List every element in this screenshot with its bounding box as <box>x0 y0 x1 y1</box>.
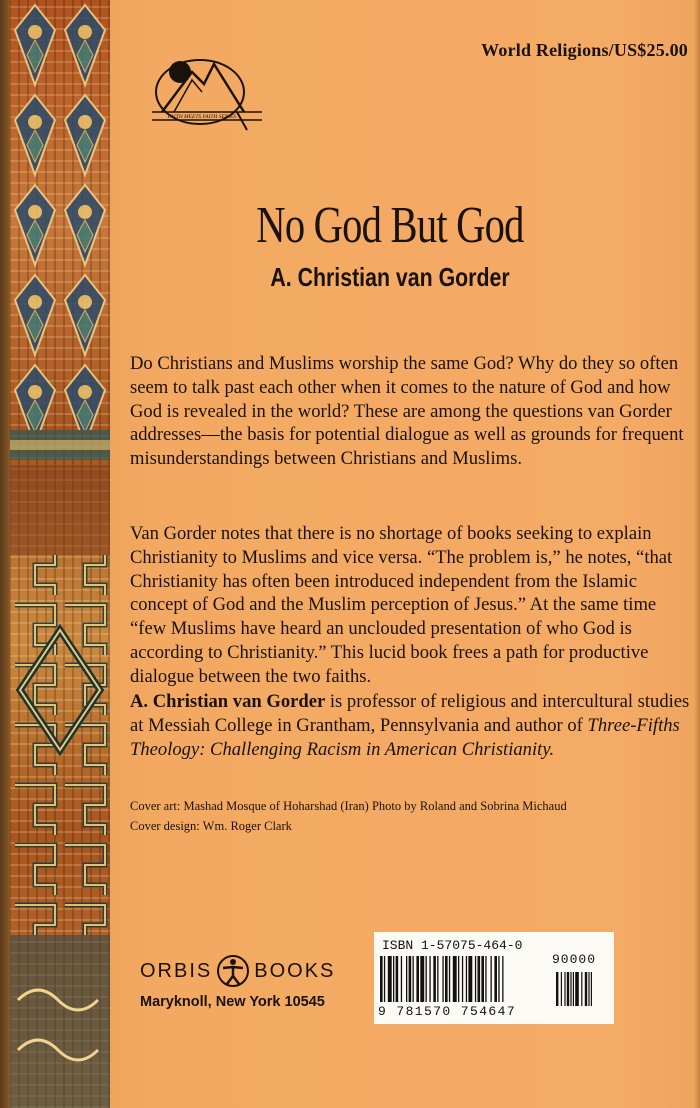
barcode-bar <box>478 956 481 1002</box>
addon-barcode-bar <box>564 972 565 1006</box>
mosaic-photo-strip <box>0 0 110 1108</box>
cover-credits <box>130 796 690 836</box>
barcode-bar <box>393 956 394 1002</box>
barcode-bar <box>445 956 448 1002</box>
barcode-bar <box>462 956 463 1002</box>
description-text-1: Do Christians and Muslims worship the same God? Why do they so often seem to talk past each other when it comes to the nature of God and how God is revealed in the world? These are among the questions van Gorder addresses—the basis for potential dialogue as well as grounds for frequent misunderstandings between Christians and Muslims. <box>130 353 684 470</box>
addon-barcode-bar <box>570 972 571 1006</box>
series-logo-label: FAITH MEETS FAITH SERIES <box>167 114 237 120</box>
barcode-bar <box>388 956 392 1002</box>
addon-barcode-bar <box>591 972 592 1006</box>
author-bio-name: A. Christian van Gorder <box>130 691 326 712</box>
cover-right-edge <box>694 0 700 1108</box>
orbis-globe-figure-icon <box>216 954 250 988</box>
price-addon-digits: 90000 <box>552 952 597 967</box>
barcode-bar <box>491 956 492 1002</box>
barcode-bar <box>433 956 436 1002</box>
barcode-bar <box>458 956 459 1002</box>
book-title: No God But God <box>256 197 524 254</box>
barcode-bar <box>502 956 503 1002</box>
publisher-location: Maryknoll, New York 10545 <box>140 994 325 1010</box>
description-paragraph-2 <box>130 522 690 689</box>
barcode-bar <box>409 956 412 1002</box>
publisher-name-left: ORBIS <box>140 959 213 982</box>
addon-barcode-bar <box>585 972 587 1006</box>
category-price-label <box>481 40 688 61</box>
barcode-bar <box>380 956 383 1002</box>
barcode-bar <box>475 956 476 1002</box>
addon-barcode-bar <box>556 972 558 1006</box>
barcode-bar <box>437 956 438 1002</box>
description-paragraph-1 <box>130 352 690 471</box>
addon-barcode-bar <box>581 972 582 1006</box>
barcode-bar <box>494 956 497 1002</box>
ean-digits: 9 781570 754647 <box>378 1004 517 1019</box>
faith-meets-faith-series-logo <box>152 50 262 140</box>
barcode-bar <box>468 956 472 1002</box>
addon-barcode-bar <box>561 972 562 1006</box>
cover-design-credit: Cover design: Wm. Roger Clark <box>130 819 292 833</box>
barcode-bar <box>453 956 457 1002</box>
barcode-bar <box>449 956 450 1002</box>
author-bio-book-title: Three-Fifths Theology: Challenging Racism in American Christianity. <box>130 714 680 760</box>
author-bio-paragraph <box>130 690 690 761</box>
barcode-bar <box>416 956 419 1002</box>
publisher-block <box>140 954 350 1010</box>
barcode-bar <box>406 956 407 1002</box>
barcode-bar <box>396 956 399 1002</box>
barcode-bar <box>485 956 486 1002</box>
addon-barcode-bar <box>573 972 574 1006</box>
addon-barcode-bar <box>567 972 569 1006</box>
addon-barcode-bar <box>588 972 589 1006</box>
barcode-bar <box>498 956 499 1002</box>
book-author: A. Christian van Gorder <box>270 262 510 292</box>
author-bio-text: is professor of religious and intercultural studies at Messiah College in Grantham, Pennsylvania and author of <box>130 691 690 736</box>
description-text-2: Van Gorder notes that there is no shortage of books seeking to explain Christianity to Muslims and vice versa. “The problem is,” he notes, “that Christianity has often been introduced independent from the Islamic concept of God and the Muslim perception of Jesus.” At the same time “few Muslims have heard an unclouded presentation of who God is according to Christianity.” This lucid book frees a path for productive dialogue between the two faiths. <box>130 523 673 687</box>
addon-barcode-bar <box>575 972 579 1006</box>
cover-art-credit: Cover art: Mashad Mosque of Hoharshad (Iran) Photo by Roland and Sobrina Michaud <box>130 799 567 813</box>
barcode-bar <box>429 956 430 1002</box>
barcode-bar <box>401 956 402 1002</box>
barcode-bar <box>384 956 385 1002</box>
barcode-bar <box>413 956 414 1002</box>
barcode-bar <box>426 956 427 1002</box>
isbn-barcode <box>374 932 614 1024</box>
publisher-name-right: BOOKS <box>254 959 336 982</box>
barcode-bar <box>466 956 467 1002</box>
price-text: World Religions/US$25.00 <box>481 40 688 60</box>
barcode-bar <box>420 956 424 1002</box>
barcode-bar <box>481 956 484 1002</box>
isbn-number: ISBN 1-57075-464-0 <box>382 938 523 953</box>
mosaic-pattern-image <box>0 0 110 1108</box>
barcode-bar <box>442 956 443 1002</box>
